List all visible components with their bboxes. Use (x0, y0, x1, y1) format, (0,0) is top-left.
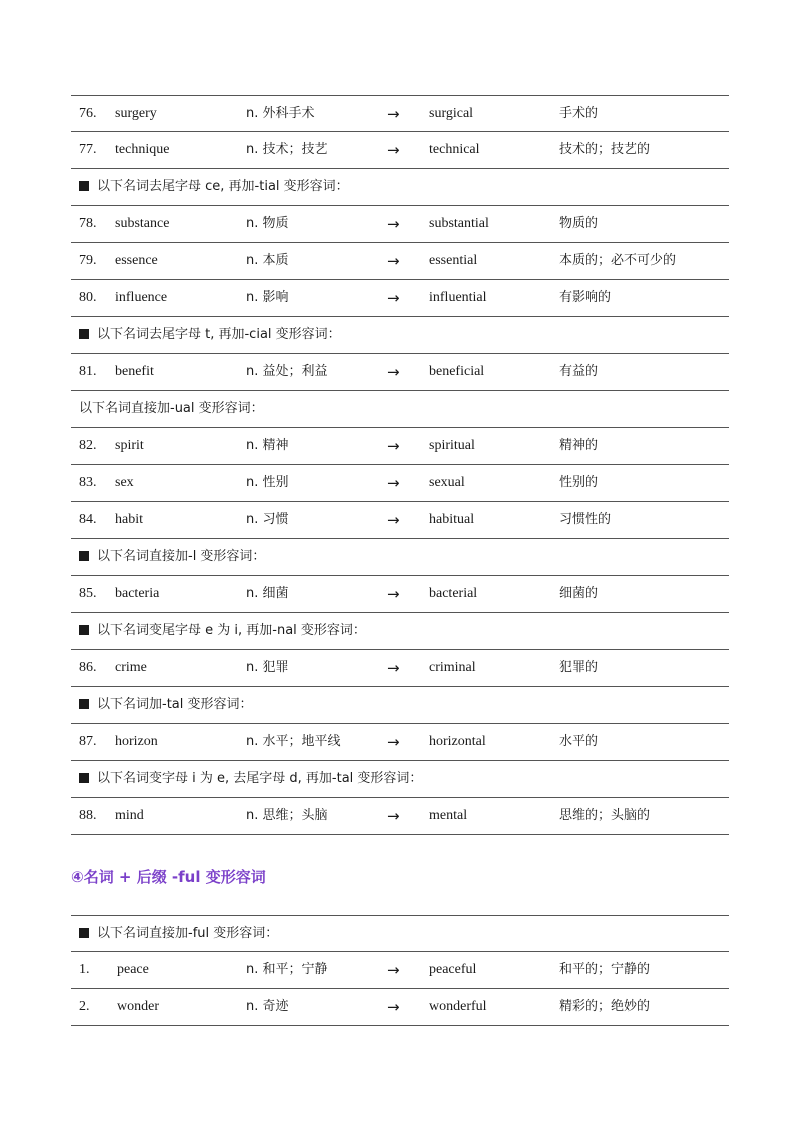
adjective: sexual (429, 475, 465, 490)
arrow-icon: → (387, 998, 400, 1016)
arrow-icon: → (387, 215, 400, 233)
adjective-meaning: 性别的 (559, 475, 599, 490)
noun-meaning: n. 物质 (246, 216, 289, 231)
group-header-row (71, 761, 729, 798)
adjective: technical (429, 142, 480, 157)
noun: mind (115, 808, 144, 823)
adjective-meaning: 犯罪的 (559, 660, 599, 675)
group-header-row (71, 317, 729, 354)
noun-meaning: n. 和平；宁静 (246, 962, 328, 977)
group-header-text: 以下名词去尾字母 ce, 再加-tial 变形容词： (97, 179, 349, 194)
adjective-meaning: 思维的；头脑的 (559, 808, 651, 823)
noun-meaning: n. 精神 (246, 438, 289, 453)
noun-meaning: n. 影响 (246, 290, 289, 305)
group-header-text: 以下名词变字母 i 为 e, 去尾字母 d, 再加-tal 变形容词： (97, 771, 423, 786)
adjective: bacterial (429, 586, 478, 601)
group-header-row (71, 915, 729, 952)
word-row (71, 465, 729, 502)
group-header-row (71, 613, 729, 650)
group-header (79, 169, 349, 205)
group-header-row (71, 169, 729, 206)
group-header-text: 以下名词直接加-l 变形容词： (97, 549, 266, 564)
word-row (71, 502, 729, 539)
square-bullet-icon (79, 773, 89, 783)
adjective: essential (429, 253, 478, 268)
vocabulary-table-2 (71, 915, 729, 1026)
group-header-row (71, 687, 729, 724)
adjective-meaning: 有益的 (559, 364, 599, 379)
noun: bacteria (115, 586, 160, 601)
noun: surgery (115, 106, 157, 121)
noun-meaning: n. 性别 (246, 475, 289, 490)
word-row (71, 576, 729, 613)
entry-number: 87. (79, 734, 97, 749)
adjective-meaning: 有影响的 (559, 290, 612, 305)
group-header-text: 以下名词直接加-ful 变形容词： (97, 926, 279, 941)
noun: influence (115, 290, 168, 305)
adjective-meaning: 物质的 (559, 216, 599, 231)
adjective: spiritual (429, 438, 475, 453)
noun: habit (115, 512, 143, 527)
adjective-meaning: 和平的；宁静的 (559, 962, 651, 977)
noun-meaning: n. 本质 (246, 253, 289, 268)
entry-number: 85. (79, 586, 97, 601)
group-header (79, 317, 341, 353)
adjective-meaning: 精彩的；绝妙的 (559, 999, 651, 1014)
entry-number: 78. (79, 216, 97, 231)
entry-number: 88. (79, 808, 97, 823)
noun-meaning: n. 益处；利益 (246, 364, 328, 379)
word-row (71, 95, 729, 132)
entry-number: 79. (79, 253, 97, 268)
arrow-icon: → (387, 659, 400, 677)
noun-meaning: n. 习惯 (246, 512, 289, 527)
adjective: surgical (429, 106, 474, 121)
square-bullet-icon (79, 928, 89, 938)
adjective-meaning: 精神的 (559, 438, 599, 453)
noun-meaning: n. 犯罪 (246, 660, 289, 675)
word-row (71, 989, 729, 1026)
entry-number: 80. (79, 290, 97, 305)
adjective: influential (429, 290, 487, 305)
arrow-icon: → (387, 585, 400, 603)
square-bullet-icon (79, 625, 89, 635)
entry-number: 81. (79, 364, 97, 379)
arrow-icon: → (387, 289, 400, 307)
group-header-text: 以下名词去尾字母 t, 再加-cial 变形容词： (97, 327, 341, 342)
entry-number: 77. (79, 142, 97, 157)
noun: spirit (115, 438, 144, 453)
noun: horizon (115, 734, 158, 749)
group-header-row (71, 391, 729, 428)
square-bullet-icon (79, 551, 89, 561)
adjective-meaning: 水平的 (559, 734, 599, 749)
entry-number: 83. (79, 475, 97, 490)
word-row (71, 798, 729, 835)
adjective-meaning: 手术的 (559, 106, 599, 121)
noun-meaning: n. 细菌 (246, 586, 289, 601)
noun-meaning: n. 水平；地平线 (246, 734, 341, 749)
noun-meaning: n. 思维；头脑 (246, 808, 328, 823)
adjective-meaning: 习惯性的 (559, 512, 612, 527)
square-bullet-icon (79, 699, 89, 709)
word-row (71, 354, 729, 391)
entry-number: 86. (79, 660, 97, 675)
word-row (71, 243, 729, 280)
arrow-icon: → (387, 511, 400, 529)
word-row (71, 952, 729, 989)
arrow-icon: → (387, 961, 400, 979)
adjective: peaceful (429, 962, 477, 977)
noun: sex (115, 475, 134, 490)
noun: crime (115, 660, 147, 675)
vocabulary-table-1 (71, 95, 729, 835)
adjective: criminal (429, 660, 476, 675)
group-header (79, 539, 265, 575)
entry-number: 82. (79, 438, 97, 453)
group-header-text: 以下名词直接加-ual 变形容词： (79, 401, 264, 416)
entry-number: 84. (79, 512, 97, 527)
section-title: ④名词 + 后缀 -ful 变形容词 (71, 868, 266, 886)
word-row (71, 132, 729, 169)
group-header (79, 687, 253, 723)
arrow-icon: → (387, 807, 400, 825)
noun: peace (117, 962, 149, 977)
square-bullet-icon (79, 181, 89, 191)
group-header (79, 761, 422, 797)
adjective: substantial (429, 216, 489, 231)
adjective: horizontal (429, 734, 486, 749)
arrow-icon: → (387, 733, 400, 751)
word-row (71, 280, 729, 317)
entry-number: 76. (79, 106, 97, 121)
adjective: mental (429, 808, 468, 823)
arrow-icon: → (387, 437, 400, 455)
noun-meaning: n. 技术；技艺 (246, 142, 328, 157)
adjective-meaning: 技术的；技艺的 (559, 142, 651, 157)
adjective-meaning: 细菌的 (559, 586, 599, 601)
word-row (71, 650, 729, 687)
noun: wonder (117, 999, 159, 1014)
arrow-icon: → (387, 141, 400, 159)
arrow-icon: → (387, 252, 400, 270)
group-header-text: 以下名词变尾字母 e 为 i, 再加-nal 变形容词： (97, 623, 366, 638)
noun: substance (115, 216, 170, 231)
group-header (79, 916, 278, 952)
arrow-icon: → (387, 363, 400, 381)
group-header (79, 613, 366, 649)
group-header (79, 391, 264, 427)
adjective-meaning: 本质的；必不可少的 (559, 253, 677, 268)
word-row (71, 428, 729, 465)
arrow-icon: → (387, 474, 400, 492)
group-header-row (71, 539, 729, 576)
word-row (71, 206, 729, 243)
adjective: beneficial (429, 364, 485, 379)
entry-number: 2. (79, 999, 90, 1014)
noun: benefit (115, 364, 154, 379)
entry-number: 1. (79, 962, 90, 977)
noun: essence (115, 253, 158, 268)
adjective: wonderful (429, 999, 487, 1014)
noun-meaning: n. 外科手术 (246, 106, 315, 121)
group-header-text: 以下名词加-tal 变形容词： (97, 697, 253, 712)
noun: technique (115, 142, 170, 157)
word-row (71, 724, 729, 761)
adjective: habitual (429, 512, 475, 527)
arrow-icon: → (387, 105, 400, 123)
square-bullet-icon (79, 329, 89, 339)
noun-meaning: n. 奇迹 (246, 999, 289, 1014)
